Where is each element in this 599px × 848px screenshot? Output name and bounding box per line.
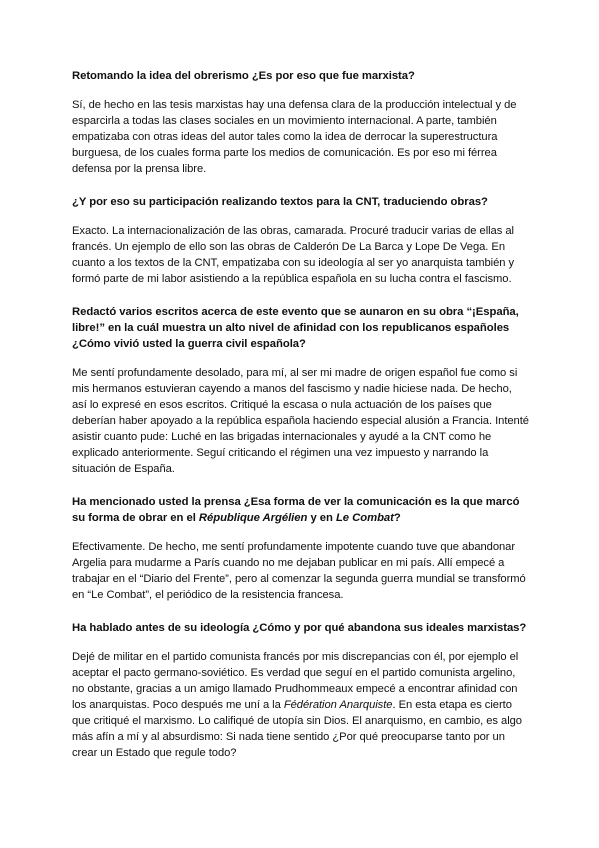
question-4-text-c: ? [393, 512, 401, 524]
answer-5-text-a: Dejé de militar en el partido comunista francés por mis discrepancias con él, por ejemplo el aceptar el pacto germano-soviético. Es verdad que seguí en el partido comunista argelino, no obstante, gracias a un amigo llamado Prudhommeaux empecé a encontrar afinidad con los anarquistas. Poco después me uní a la [72, 651, 519, 711]
answer-5-text-b: . En esta etapa es cierto que critiqué el marxismo. Lo califiqué de utopía sin Dios. El anarquismo, en cambio, es algo más afín a mí y al absurdismo: Si nada tiene sentido ¿Por qué preocuparse tanto por un crear un Estado que regule todo? [72, 699, 522, 759]
answer-4: Efectivamente. De hecho, me sentí profundamente impotente cuando tuve que abandonar Argelia para mudarme a París cuando no me dejaban publicar en mi país. Allí empecé a trabajar en el “Diario del Frente”, pero al comenzar la segunda guerra mundial se transformó en “Le Combat”, el periódico de la resistencia francesa. [72, 541, 526, 601]
answer-2: Exacto. La internacionalización de las obras, camarada. Procuré traducir varias de ellas al francés. Un ejemplo de ello son las obras de Calderón De La Barca y Lope De Vega. En cuanto a los textos de la CNT, empatizaba con su ideología al ser yo anarquista también y formó parte de mi labor asistiendo a la república española en su lucha contra el fascismo. [72, 225, 515, 285]
answer-5-federation: Fédération Anarquiste [283, 699, 393, 711]
question-1: Retomando la idea del obrerismo ¿Es por eso que fue marxista? [72, 70, 415, 82]
question-4 [72, 494, 529, 526]
question-2: ¿Y por eso su participación realizando textos para la CNT, traduciendo obras? [72, 196, 488, 208]
question-3: Redactó varios escritos acerca de este evento que se aunaron en su obra “¡España, libre!” en la cuál muestra un alto nivel de afinidad con los republicanos españoles ¿Cómo vivió usted la guerra civil española? [72, 306, 519, 350]
answer-3: Me sentí profundamente desolado, para mí, al ser mi madre de origen español fue como si mis hermanos estuvieran cayendo a manos del fascismo y nadie hiciese nada. De hecho, así lo expresé en esos escritos. Critiqué la escasa o nula actuación de los países que deberían haber apoyado a la república española haciendo especial alusión a Francia. Intenté asistir cuanto pude: Luché en las brigadas internacionales y ayudé a la CNT como he explicado anteriormente. Seguí criticando el régimen una vez impuesto y narrando la situación de España. [72, 367, 529, 475]
question-5: Ha hablado antes de su ideología ¿Cómo y por qué abandona sus ideales marxistas? [72, 622, 527, 634]
question-4-text-a: Ha mencionado usted la prensa ¿Esa forma de ver la comunicación es la que marcó su forma de obrar en el [72, 496, 520, 524]
answer-5 [72, 649, 529, 761]
question-4-title-combat: Le Combat [335, 512, 394, 524]
question-4-title-republique: République Argélien [198, 512, 308, 524]
question-4-text-b: y en [307, 512, 336, 524]
answer-1: Sí, de hecho en las tesis marxistas hay una defensa clara de la producción intelectual y de esparcirla a todas las clases sociales en un movimiento internacional. A parte, también empatizaba con otras ideas del autor tales como la idea de derrocar la superestructura burguesa, de los cuales forma parte los medios de comunicación. Es por eso mi férrea defensa por la prensa libre. [72, 99, 517, 175]
